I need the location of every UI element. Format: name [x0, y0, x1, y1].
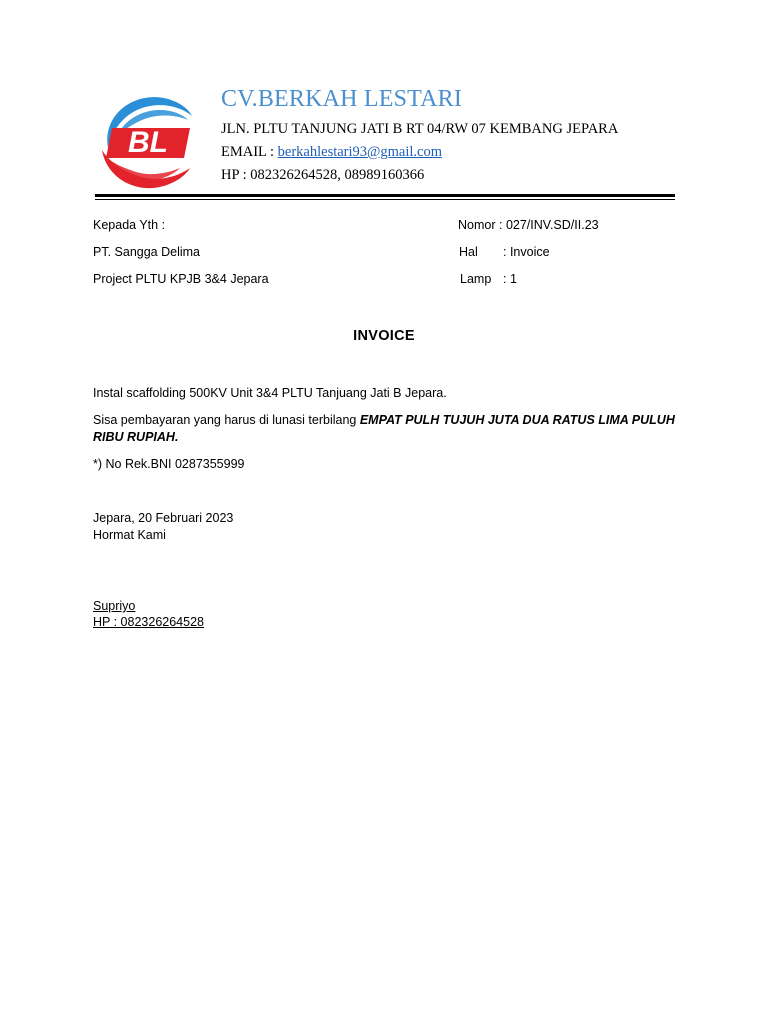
letterhead-divider-thin: [95, 199, 675, 200]
meta-nomor: [458, 218, 599, 232]
company-logo: [98, 90, 194, 192]
nomor-label: Nomor: [458, 218, 496, 232]
company-email: [221, 144, 442, 161]
meta-lamp: [460, 272, 491, 286]
payment-amount-words: EMPAT PULH TUJUH JUTA DUA RATUS LIMA PULUH RIBU RUPIAH.: [93, 413, 675, 444]
bank-account: *) No Rek.BNI 0287355999: [93, 457, 245, 471]
nomor-value: : 027/INV.SD/II.23: [499, 218, 599, 232]
document-title: INVOICE: [353, 328, 415, 344]
hal-label: Hal: [459, 245, 478, 259]
recipient-company: PT. Sangga Delima: [93, 245, 201, 259]
signer-phone: HP : 082326264528: [93, 615, 204, 629]
body-line-payment: [93, 412, 683, 446]
lamp-value: : 1: [503, 272, 517, 286]
company-name: CV.BERKAH LESTARI: [221, 86, 463, 112]
body-line-service: Instal scaffolding 500KV Unit 3&4 PLTU Tanjuang Jati B Jepara.: [93, 386, 447, 400]
place-date: Jepara, 20 Februari 2023: [93, 511, 234, 525]
letterhead-divider-thick: [95, 194, 675, 197]
hal-value: : Invoice: [503, 245, 550, 259]
logo-text: BL: [128, 126, 168, 159]
lamp-label: Lamp: [460, 272, 492, 286]
recipient-salutation: Kepada Yth :: [93, 218, 166, 232]
signer-name: Supriyo: [93, 599, 136, 613]
email-link[interactable]: berkahlestari93@gmail.com: [277, 144, 442, 160]
company-address: JLN. PLTU TANJUNG JATI B RT 04/RW 07 KEMBANG JEPARA: [221, 121, 619, 137]
regards: Hormat Kami: [93, 528, 166, 542]
company-phone: HP : 082326264528, 08989160366: [221, 167, 425, 183]
meta-hal: [459, 245, 478, 259]
recipient-project: Project PLTU KPJB 3&4 Jepara: [93, 272, 269, 286]
payment-prefix: Sisa pembayaran yang harus di lunasi terbilang: [93, 413, 360, 427]
email-label: EMAIL :: [221, 144, 278, 160]
